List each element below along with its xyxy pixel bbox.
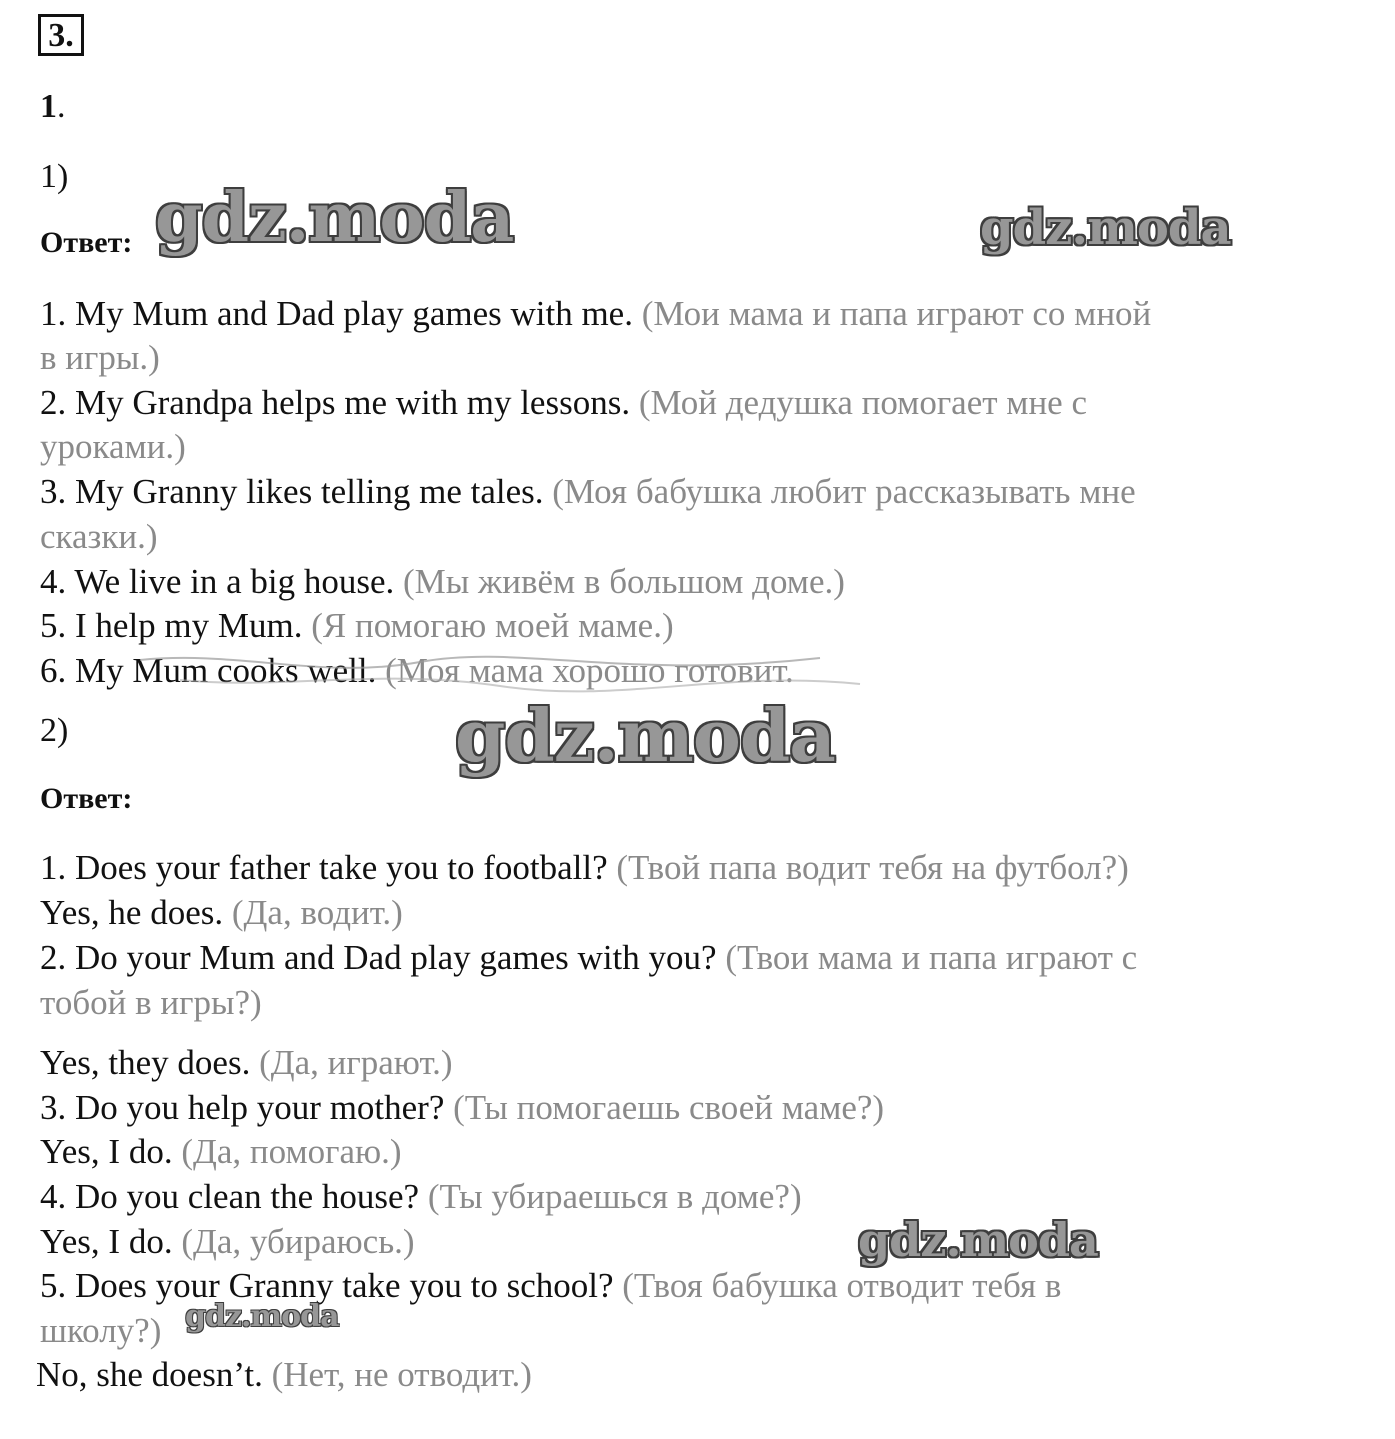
part2-line-3 <box>40 936 1137 980</box>
russian-translation: (Да, играют.) <box>259 1043 453 1082</box>
english-sentence: Yes, I do. <box>40 1222 173 1261</box>
watermark-logo: gdz.moda <box>980 200 1231 256</box>
part1-line-4 <box>40 560 845 604</box>
russian-translation: (Твои мама и папа играют с <box>725 938 1138 977</box>
russian-translation: (Твоя бабушка отводит тебя в <box>622 1266 1062 1305</box>
english-sentence: 3. My Granny likes telling me tales. <box>40 472 544 511</box>
part2-answer-label: Ответ: <box>40 782 133 815</box>
part2-line-9-cont: школу?) <box>40 1311 162 1350</box>
english-sentence: 2. My Grandpa helps me with my lessons. <box>40 383 631 422</box>
english-sentence: Yes, I do. <box>40 1132 173 1171</box>
part2-label: 2) <box>40 712 69 749</box>
english-sentence: Yes, they does. <box>40 1043 251 1082</box>
part1-line-1 <box>40 292 1151 336</box>
scribble-overlay <box>120 640 900 700</box>
exercise-number-box: 3. <box>38 14 84 56</box>
part1-label: 1) <box>40 158 69 195</box>
part1-line-2-cont: уроками.) <box>40 427 186 466</box>
russian-translation: (Мы живём в большом доме.) <box>403 562 845 601</box>
part2-line-2 <box>40 891 403 935</box>
russian-translation: (Да, убираюсь.) <box>181 1222 415 1261</box>
russian-translation: (Ты помогаешь своей маме?) <box>453 1088 885 1127</box>
task-number-digit: 1 <box>40 88 57 125</box>
russian-translation: (Твой папа водит тебя на футбол?) <box>616 848 1129 887</box>
english-sentence: 4. We live in a big house. <box>40 562 395 601</box>
english-sentence: 5. I help my Mum. <box>40 606 303 645</box>
english-sentence: 1. Does your father take you to football? <box>40 848 608 887</box>
part2-line-4 <box>40 1041 453 1085</box>
part1-line-3-cont: сказки.) <box>40 517 158 556</box>
watermark-logo: gdz.moda <box>185 1299 339 1334</box>
part2-line-10 <box>36 1353 532 1397</box>
english-sentence: 3. Do you help your mother? <box>40 1088 445 1127</box>
part2-line-5 <box>40 1086 884 1130</box>
part1-line-3 <box>40 470 1136 514</box>
russian-translation: (Да, помогаю.) <box>181 1132 402 1171</box>
part1-line-2 <box>40 381 1087 425</box>
english-sentence: No, she doesn’t. <box>36 1355 263 1394</box>
russian-translation: (Ты убираешься в доме?) <box>427 1177 802 1216</box>
russian-translation: (Моя бабушка любит рассказывать мне <box>552 472 1136 511</box>
task-number-dot: . <box>57 88 66 125</box>
part2-line-8 <box>40 1220 415 1264</box>
part2-line-6 <box>40 1130 402 1174</box>
russian-translation: (Мои мама и папа играют со мной <box>641 294 1152 333</box>
part2-line-1 <box>40 846 1129 890</box>
watermark-logo: gdz.moda <box>155 178 514 258</box>
part2-line-7 <box>40 1175 802 1219</box>
english-sentence: Yes, he does. <box>40 893 224 932</box>
part1-answer-label: Ответ: <box>40 226 133 259</box>
english-sentence: 4. Do you clean the house? <box>40 1177 420 1216</box>
russian-translation: (Да, водит.) <box>231 893 403 932</box>
part2-line-3-cont: тобой в игры?) <box>40 983 262 1022</box>
russian-translation: (Я помогаю моей маме.) <box>311 606 674 645</box>
task-number <box>40 88 66 126</box>
part1-line-1-cont: в игры.) <box>40 338 160 377</box>
watermark-logo: gdz.moda <box>455 693 835 778</box>
english-sentence: 1. My Mum and Dad play games with me. <box>40 294 633 333</box>
russian-translation: (Мой дедушка помогает мне с <box>638 383 1087 422</box>
watermark-logo: gdz.moda <box>858 1213 1098 1267</box>
english-sentence: 6. My Mum cooks well. <box>40 651 377 690</box>
russian-translation: (Нет, не отводит.) <box>271 1355 532 1394</box>
english-sentence: 2. Do your Mum and Dad play games with you? <box>40 938 717 977</box>
russian-translation: (Моя мама хорошо готовит. <box>385 651 794 690</box>
english-sentence: 5. Does your Granny take you to school? <box>40 1266 614 1305</box>
